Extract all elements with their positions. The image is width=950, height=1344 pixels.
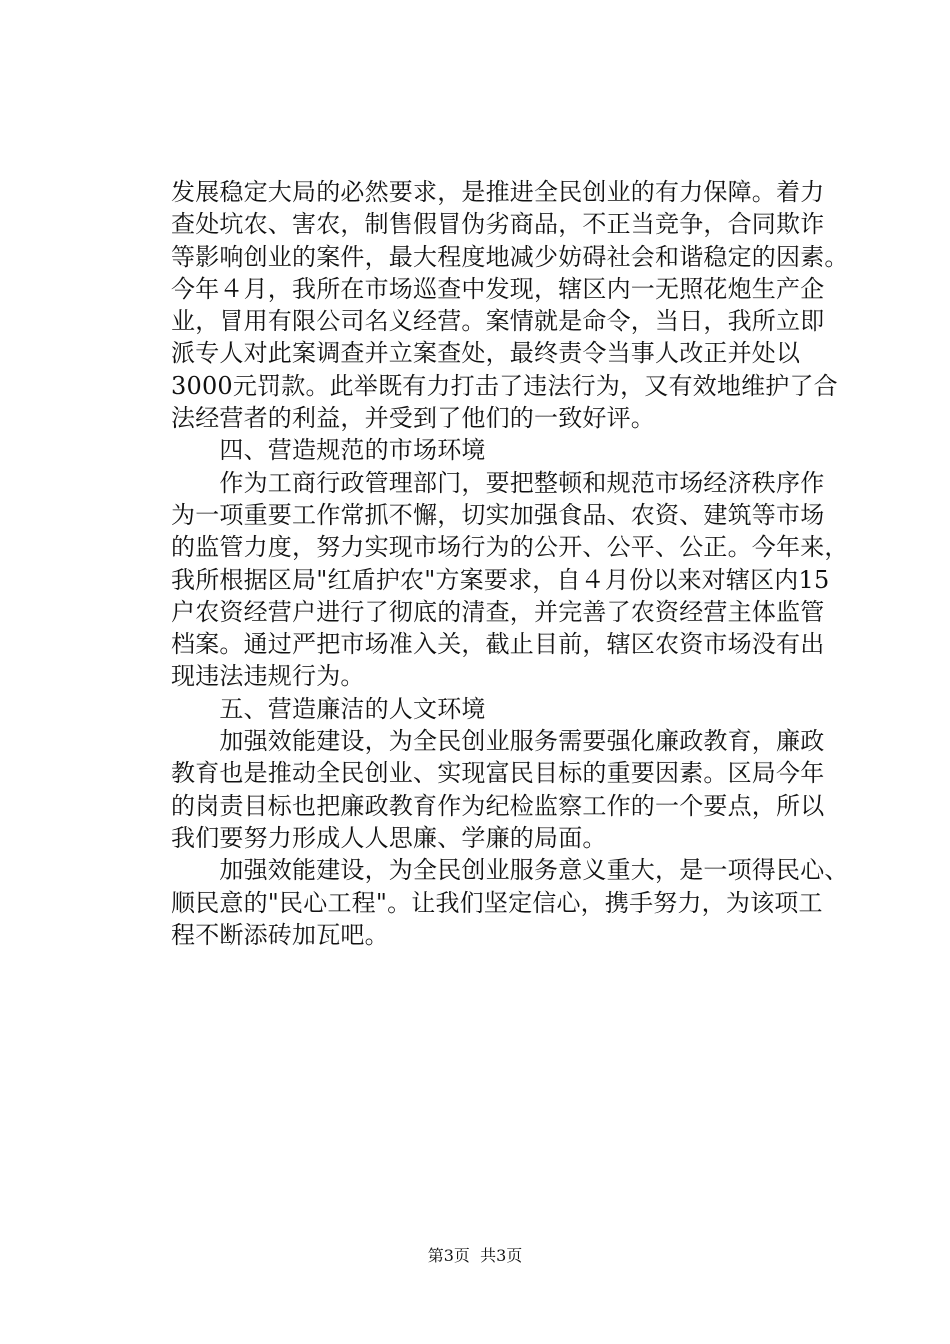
section-heading: 五、营造廉洁的人文环境 <box>171 694 486 723</box>
body-text <box>171 176 849 951</box>
text-line: 的岗责目标也把廉政教育作为纪检监察工作的一个要点，所以 <box>171 791 825 820</box>
text-line: 今年４月，我所在市场巡查中发现，辖区内一无照花炮生产企 <box>171 274 825 303</box>
text-line: 等影响创业的案件，最大程度地减少妨碍社会和谐稳定的因素。 <box>171 242 849 271</box>
page-footer <box>0 1246 950 1266</box>
text-line: 为一项重要工作常抓不懈，切实加强食品、农资、建筑等市场 <box>171 500 825 529</box>
page-number: 第3页 共3页 <box>427 1246 523 1265</box>
text-line: 程不断添砖加瓦吧。 <box>171 920 389 949</box>
text-line: 查处坑农、害农，制售假冒伪劣商品，不正当竞争，合同欺诈 <box>171 210 825 239</box>
text-line: 户农资经营户进行了彻底的清查，并完善了农资经营主体监管 <box>171 597 825 626</box>
text-line: 发展稳定大局的必然要求，是推进全民创业的有力保障。着力 <box>171 178 825 206</box>
text-line: 业，冒用有限公司名义经营。案情就是命令，当日，我所立即 <box>171 307 825 336</box>
section-heading: 四、营造规范的市场环境 <box>171 436 486 465</box>
text-line: 作为工商行政管理部门，要把整顿和规范市场经济秩序作 <box>171 468 825 497</box>
text-line: 教育也是推动全民创业、实现富民目标的重要因素。区局今年 <box>171 759 825 788</box>
text-line: 我所根据区局"红盾护农"方案要求，自４月份以来对辖区内15 <box>171 565 830 594</box>
text-line: 加强效能建设，为全民创业服务需要强化廉政教育，廉政 <box>171 727 825 756</box>
text-line: 加强效能建设，为全民创业服务意义重大，是一项得民心、 <box>171 856 849 885</box>
text-line: 我们要努力形成人人思廉、学廉的局面。 <box>171 823 607 852</box>
text-line: 3000元罚款。此举既有力打击了违法行为，又有效地维护了合 <box>171 371 838 400</box>
text-line: 顺民意的"民心工程"。让我们坚定信心，携手努力，为该项工 <box>171 888 823 917</box>
text-line: 档案。通过严把市场准入关，截止目前，辖区农资市场没有出 <box>171 630 825 659</box>
text-line: 法经营者的利益，并受到了他们的一致好评。 <box>171 404 655 433</box>
text-line: 派专人对此案调查并立案查处，最终责令当事人改正并处以 <box>171 339 801 368</box>
text-line: 的监管力度，努力实现市场行为的公开、公平、公正。今年来， <box>171 533 849 562</box>
text-line: 现违法违规行为。 <box>171 662 365 691</box>
